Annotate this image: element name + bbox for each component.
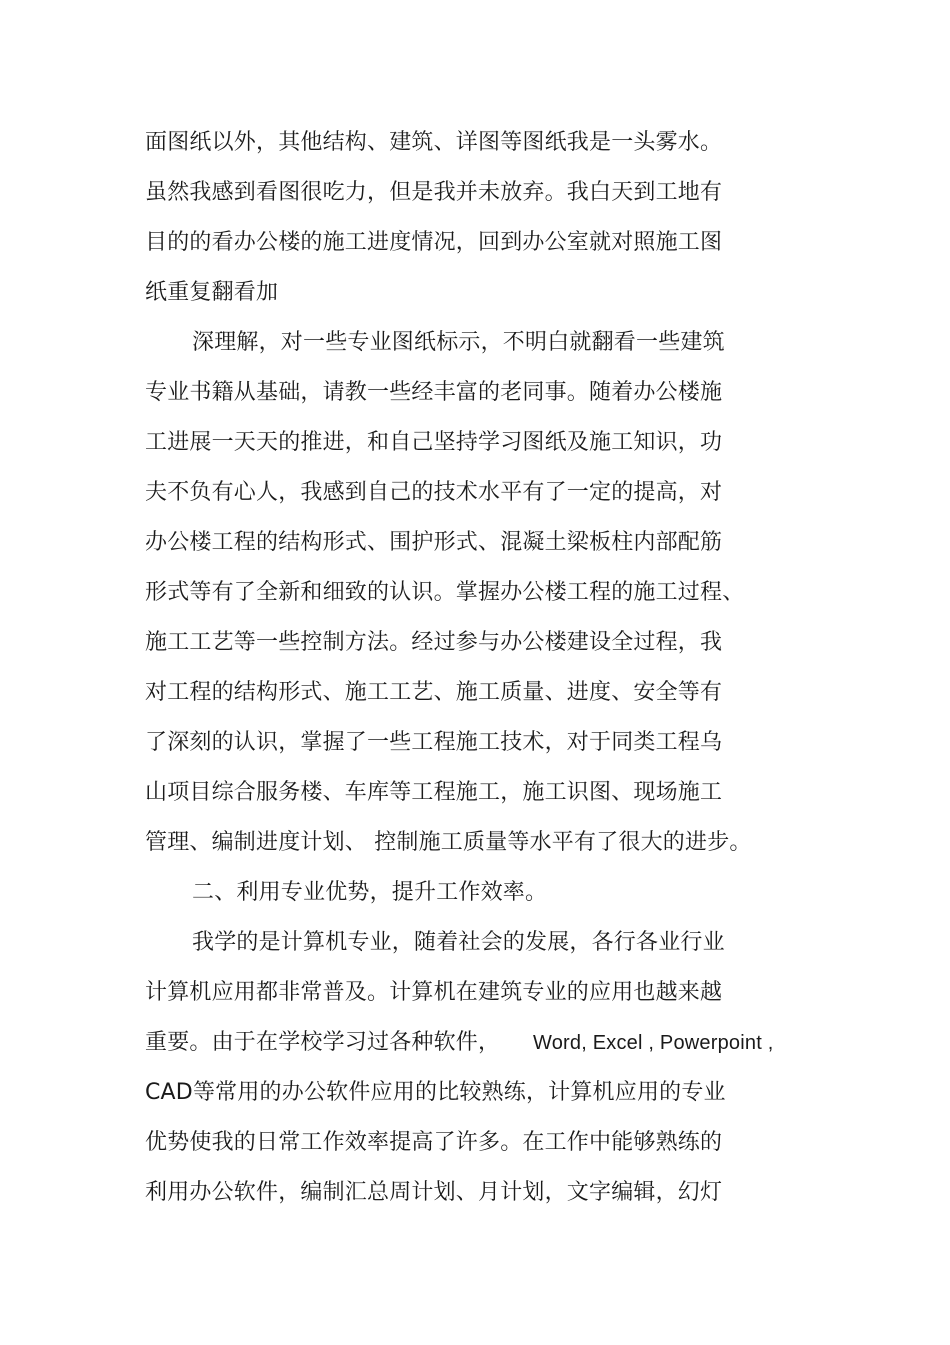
software-list: Word, Excel , Powerpoint , [533,1032,774,1054]
text-line: 虽然我感到看图很吃力，但是我并未放弃。我白天到工地有 [145,180,723,205]
text-line: 对工程的结构形式、施工工艺、施工质量、进度、安全等有 [145,680,723,705]
text-line: 施工工艺等一些控制方法。经过参与办公楼建设全过程，我 [145,630,723,655]
text-line: 面图纸以外，其他结构、建筑、详图等图纸我是一头雾水。 [145,130,723,155]
text-line: 利用办公软件，编制汇总周计划、月计划，文字编辑，幻灯 [145,1180,723,1205]
text-line: CAD等常用的办公软件应用的比较熟练，计算机应用的专业 [145,1080,726,1105]
text-line: 纸重复翻看加 [145,280,279,305]
text-line: 优势使我的日常工作效率提高了许多。在工作中能够熟练的 [145,1130,723,1155]
text-line: 计算机应用都非常普及。计算机在建筑专业的应用也越来越 [145,980,723,1005]
paragraph-first-line: 我学的是计算机专业，随着社会的发展，各行各业行业 [192,930,725,955]
text-line: 专业书籍从基础，请教一些经丰富的老同事。随着办公楼施 [145,380,723,405]
section-heading: 二、利用专业优势，提升工作效率。 [192,880,548,905]
text-line: 山项目综合服务楼、车库等工程施工，施工识图、现场施工 [145,780,723,805]
text-line: 目的的看办公楼的施工进度情况，回到办公室就对照施工图 [145,230,723,255]
text-line: 形式等有了全新和细致的认识。掌握办公楼工程的施工过程、 [145,580,745,605]
paragraph-first-line: 深理解，对一些专业图纸标示，不明白就翻看一些建筑 [192,330,725,355]
text-line: 办公楼工程的结构形式、围护形式、混凝土梁板柱内部配筋 [145,530,723,555]
text-line: 管理、编制进度计划、 控制施工质量等水平有了很大的进步。 [145,830,752,855]
text-line: 夫不负有心人，我感到自己的技术水平有了一定的提高，对 [145,480,723,505]
text-line: 了深刻的认识，掌握了一些工程施工技术，对于同类工程乌 [145,730,723,755]
text-line: 重要。由于在学校学习过各种软件， [145,1030,501,1055]
text-line: 工进展一天天的推进，和自己坚持学习图纸及施工知识，功 [145,430,723,455]
